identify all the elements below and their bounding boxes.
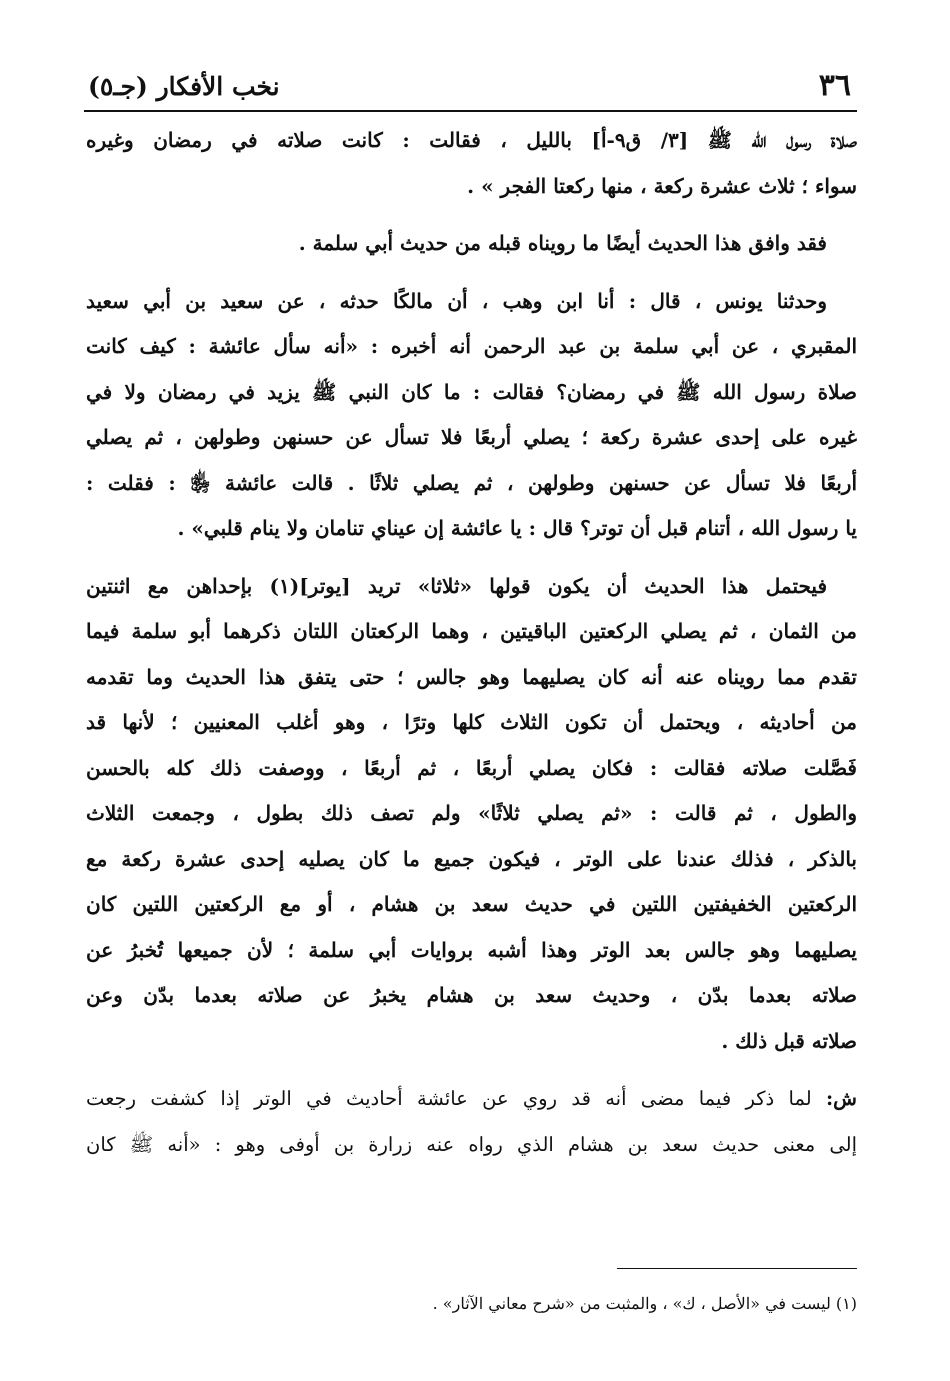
running-header bbox=[84, 62, 857, 112]
text-line: تقدم مما رويناه عنه أنه كان يصليهما وهو جالس ؛ حتى يتفق هذا الحديث وما تقدمه bbox=[86, 664, 857, 689]
footnote: (١) ليست في «الأصل ، ك» ، والمثبت من «شرح معاني الآثار» . bbox=[432, 1294, 857, 1313]
text-line: إلى معنى حديث سعد بن هشام الذي رواه عنه زرارة بن أوفى وهو : «أنه ﷺ كان bbox=[86, 1132, 857, 1156]
footnote-divider bbox=[617, 1268, 857, 1269]
text-line: فيحتمل هذا الحديث أن يكون قولها «ثلاثا» تريد [يوتر](١) بإحداهن مع اثنتين bbox=[86, 573, 827, 598]
text-line: وحدثنا يونس ، قال : أنا ابن وهب ، أن مالكًا حدثه ، عن سعيد بن أبي سعيد bbox=[86, 288, 827, 313]
text-line: يا رسول الله ، أتنام قبل أن توتر؟ قال : يا عائشة إن عيناي تنامان ولا ينام قلبي» . bbox=[177, 516, 857, 540]
text-line: والطول ، ثم قالت : «ثم يصلي ثلاثًا» ولم تصف ذلك بطول ، وجمعت الثلاث bbox=[86, 801, 857, 825]
text-line: صلاة رسول الله ﷺ [٣/ ق٩-أ] بالليل ، فقالت : كانت صلاته في رمضان وغيره bbox=[86, 128, 857, 152]
text-line: أربعًا فلا تسأل عن حسنهن وطولهن ، ثم يصلي ثلاثًا . قالت عائشة ﵂ : فقلت : bbox=[86, 470, 857, 495]
paragraph-4 bbox=[86, 564, 857, 1065]
text-line: صلاته قبل ذلك . bbox=[721, 1028, 857, 1053]
sharh-text: لما ذكر فيما مضى أنه قد روي عن عائشة أحاديث في الوتر إذا كشفت رجعت bbox=[86, 1087, 812, 1110]
text-line: الركعتين الخفيفتين اللتين في حديث سعد بن هشام ، أو مع الركعتين اللتين كان bbox=[86, 892, 857, 916]
sharh-paragraph bbox=[86, 1076, 857, 1167]
text-line: فَصَّلت صلاته فقالت : فكان يصلي أربعًا ، ثم أربعًا ، ووصفت ذلك كله بالحسن bbox=[86, 755, 857, 780]
page-number: ٣٦ bbox=[818, 68, 851, 103]
text-line: صلاة رسول الله ﷺ في رمضان؟ فقالت : ما كان النبي ﷺ يزيد في رمضان ولا في bbox=[86, 379, 857, 404]
book-title: نخب الأفكار (جـ٥) bbox=[88, 72, 280, 101]
text-line: المقبري ، عن أبي سلمة بن عبد الرحمن أنه أخبره : «أنه سأل عائشة : كيف كانت bbox=[86, 334, 857, 358]
paragraph-3 bbox=[86, 279, 857, 552]
text-line: من أحاديثه ، ويحتمل أن تكون الثلاث كلها وترًا ، وهو أغلب المعنيين ؛ لأنها قد bbox=[86, 710, 857, 734]
text-line: من الثمان ، ثم يصلي الركعتين الباقيتين ، وهما الركعتان اللتان ذكرهما أبو سلمة فيما bbox=[86, 619, 857, 643]
text-line: صلاته بعدما بدّن ، وحديث سعد بن هشام يخبرُ عن صلاته بعدما بدّن وعن bbox=[86, 983, 857, 1007]
text-line: يصليهما وهو جالس بعد الوتر وهذا أشبه بروايات أبي سلمة ؛ لأن جميعها تُخبرُ عن bbox=[86, 937, 857, 962]
text-line: غيره على إحدى عشرة ركعة ؛ يصلي أربعًا فلا تسأل عن حسنهن وطولهن ، ثم يصلي bbox=[86, 425, 857, 449]
paragraph-1 bbox=[86, 118, 857, 209]
sharh-label: ش: bbox=[825, 1087, 857, 1110]
text-line bbox=[86, 1076, 857, 1122]
text-line: فقد وافق هذا الحديث أيضًا ما رويناه قبله من حديث أبي سلمة . bbox=[298, 231, 827, 255]
main-text bbox=[86, 118, 857, 1179]
text-line: سواء ؛ ثلاث عشرة ركعة ، منها ركعتا الفجر » . bbox=[467, 173, 857, 198]
text-line: بالذكر ، فذلك عندنا على الوتر ، فيكون جميع ما كان يصليه إحدى عشرة ركعة مع bbox=[86, 846, 857, 871]
paragraph-2 bbox=[86, 221, 857, 267]
